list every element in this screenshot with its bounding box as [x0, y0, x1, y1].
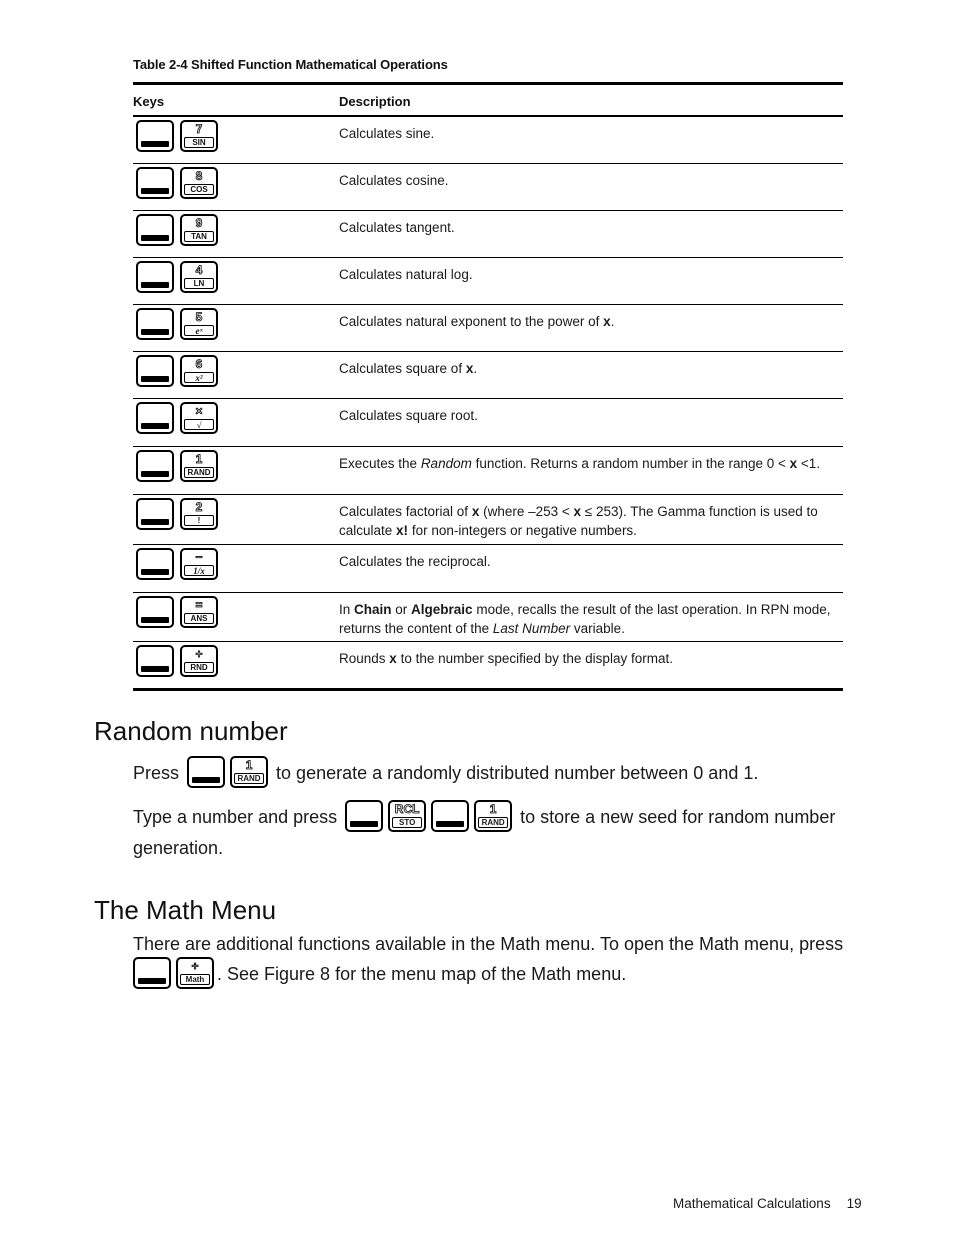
table-row — [133, 211, 843, 258]
page-footer — [673, 1196, 862, 1211]
table-caption: Table 2-4 Shifted Function Mathematical Operations — [133, 57, 448, 72]
rand-key-icon: 1 RAND — [230, 756, 268, 788]
sin-key-icon: 7 SIN — [180, 120, 218, 152]
key-combo — [187, 756, 268, 788]
shift-key-icon — [345, 800, 383, 832]
table-row — [133, 258, 843, 305]
key-combo — [136, 450, 218, 482]
factorial-key-icon: 2 ! — [180, 498, 218, 530]
row-description: Calculates cosine. — [339, 173, 449, 188]
shift-key-icon — [136, 308, 174, 340]
key-combo — [136, 214, 218, 246]
random-number-heading: Random number — [94, 716, 288, 746]
key-combo — [136, 402, 218, 434]
key-combo — [136, 498, 218, 530]
shift-key-icon — [187, 756, 225, 788]
sqrt-key-icon: × √ — [180, 402, 218, 434]
shift-key-icon — [136, 120, 174, 152]
page-number: 19 — [846, 1196, 862, 1211]
table-row — [133, 545, 843, 593]
key-combo — [136, 645, 218, 677]
table-row — [133, 164, 843, 211]
math-paragraph: There are additional functions available in the Math menu. To open the Math menu, press ÷ Math . See Figure 8 for the menu map of the Math menu. — [133, 930, 863, 991]
cos-key-icon: 8 COS — [180, 167, 218, 199]
table-row — [133, 117, 843, 164]
shift-key-icon — [136, 596, 174, 628]
shift-key-icon — [133, 957, 171, 989]
reciprocal-key-icon: − 1/x — [180, 548, 218, 580]
table-row — [133, 495, 843, 545]
key-combo — [136, 167, 218, 199]
table-row — [133, 593, 843, 642]
ans-key-icon: = ANS — [180, 596, 218, 628]
math-key-icon: ÷ Math — [176, 957, 214, 989]
row-description: Calculates square of x. — [339, 361, 478, 376]
tan-key-icon: 9 TAN — [180, 214, 218, 246]
row-description: Calculates natural log. — [339, 267, 473, 282]
row-description: Calculates natural exponent to the power of x. — [339, 314, 615, 329]
row-description: Executes the Random function. Returns a random number in the range 0 < x <1. — [339, 456, 821, 471]
shifted-functions-table — [133, 82, 843, 691]
random-paragraph-1: Press 1 RAND to generate a randomly distributed number between 0 and 1. — [133, 758, 853, 790]
row-description: Calculates square root. — [339, 408, 478, 423]
table-row — [133, 352, 843, 399]
row-description: In Chain or Algebraic mode, recalls the result of the last operation. In RPN mode, returns the content of the Last Number variable. — [339, 602, 831, 636]
key-combo — [136, 548, 218, 580]
key-combo — [136, 261, 218, 293]
key-combo — [133, 957, 214, 989]
table-row — [133, 447, 843, 495]
math-menu-heading: The Math Menu — [94, 895, 277, 925]
footer-section: Mathematical Calculations — [673, 1196, 831, 1211]
table-row — [133, 642, 843, 688]
shift-key-icon — [136, 214, 174, 246]
ln-key-icon: 4 LN — [180, 261, 218, 293]
rcl-sto-key-icon: RCL STO — [388, 800, 426, 832]
square-key-icon: 6 x² — [180, 355, 218, 387]
random-paragraph-2: Type a number and press RCL STO 1 RAND to store a new seed for random number generation. — [133, 802, 836, 858]
exp-key-icon: 5 eˣ — [180, 308, 218, 340]
shift-key-icon — [136, 498, 174, 530]
shift-key-icon — [136, 167, 174, 199]
header-description: Description — [339, 94, 411, 109]
table-row — [133, 399, 843, 447]
key-combo — [136, 308, 218, 340]
row-description: Calculates the reciprocal. — [339, 554, 491, 569]
shift-key-icon — [136, 402, 174, 434]
shift-key-icon — [431, 800, 469, 832]
shift-key-icon — [136, 645, 174, 677]
shift-key-icon — [136, 261, 174, 293]
row-description: Calculates tangent. — [339, 220, 455, 235]
shift-key-icon — [136, 355, 174, 387]
table-row — [133, 305, 843, 352]
rand-key-icon: 1 RAND — [474, 800, 512, 832]
shift-key-icon — [136, 548, 174, 580]
table-header — [133, 85, 843, 117]
key-combo — [345, 800, 512, 832]
row-description: Calculates sine. — [339, 126, 435, 141]
shift-key-icon — [136, 450, 174, 482]
key-combo — [136, 596, 218, 628]
row-description: Rounds x to the number specified by the display format. — [339, 651, 673, 666]
key-combo — [136, 355, 218, 387]
rand-key-icon: 1 RAND — [180, 450, 218, 482]
header-keys: Keys — [133, 94, 165, 109]
row-description: Calculates factorial of x (where –253 < x ≤ 253). The Gamma function is used to calculate x! for non-integers or negative numbers. — [339, 504, 818, 538]
key-combo — [136, 120, 218, 152]
rnd-key-icon: + RND — [180, 645, 218, 677]
